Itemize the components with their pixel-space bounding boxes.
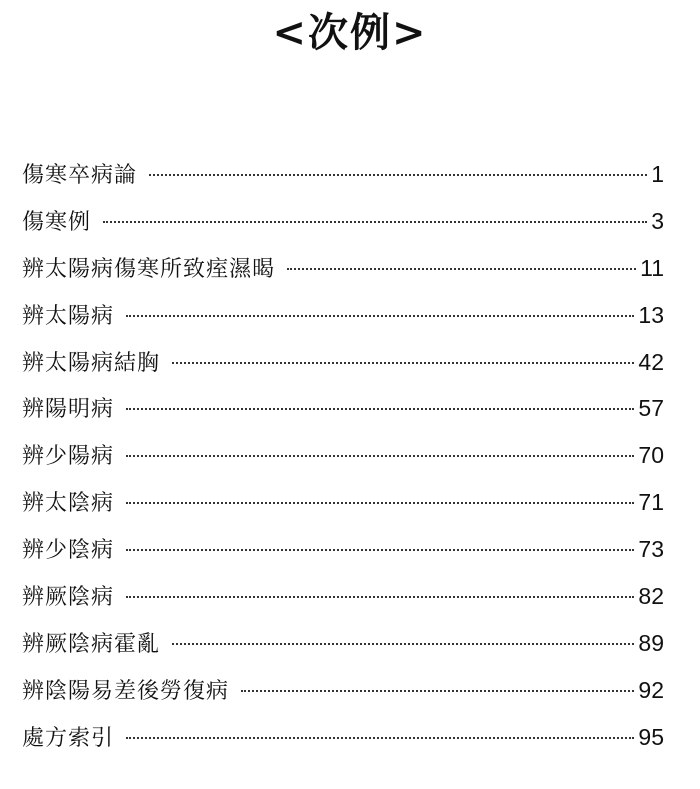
toc-entry-page-number: 57 <box>638 395 664 422</box>
dot-leader <box>126 315 634 317</box>
table-of-contents <box>22 158 664 768</box>
toc-entry-label: 辨陰陽易差後勞復病 <box>22 678 230 704</box>
dot-leader <box>126 549 634 551</box>
toc-entry-page-number: 92 <box>638 676 664 703</box>
toc-entry-page-number: 71 <box>638 489 664 516</box>
dot-leader <box>103 221 647 223</box>
toc-entry[interactable] <box>22 392 664 439</box>
toc-entry[interactable] <box>22 580 664 627</box>
dot-leader <box>126 408 634 410</box>
toc-entry[interactable] <box>22 158 664 205</box>
toc-entry-page-number: 11 <box>640 254 664 281</box>
toc-entry[interactable] <box>22 533 664 580</box>
toc-entry-label: 傷寒卒病論 <box>22 163 138 188</box>
toc-entry-label: 辨厥陰病霍亂 <box>22 631 161 657</box>
dot-leader <box>241 690 634 692</box>
toc-entry-label: 辨少陽病 <box>22 444 115 470</box>
toc-entry[interactable] <box>22 486 664 533</box>
page-title: <次例> <box>272 9 428 56</box>
toc-entry[interactable] <box>22 252 664 299</box>
toc-entry-label: 處方索引 <box>22 725 115 751</box>
toc-entry[interactable] <box>22 205 664 252</box>
toc-entry-label: 辨少陰病 <box>22 538 115 564</box>
dot-leader <box>287 268 636 270</box>
toc-entry[interactable] <box>22 721 664 768</box>
toc-entry[interactable] <box>22 627 664 674</box>
toc-entry-label: 辨厥陰病 <box>22 585 115 611</box>
toc-entry-label: 辨太陰病 <box>22 491 115 517</box>
toc-entry-page-number: 70 <box>638 442 664 469</box>
toc-entry-page-number: 73 <box>638 536 664 563</box>
dot-leader <box>126 737 634 739</box>
toc-entry[interactable] <box>22 674 664 721</box>
dot-leader <box>126 502 634 504</box>
dot-leader <box>172 643 634 645</box>
dot-leader <box>172 362 634 364</box>
toc-entry-label: 傷寒例 <box>22 209 92 235</box>
toc-entry-page-number: 42 <box>638 348 664 375</box>
toc-entry-page-number: 13 <box>638 301 664 328</box>
toc-entry-label: 辨陽明病 <box>22 397 115 423</box>
toc-entry-page-number: 1 <box>651 161 664 187</box>
toc-entry-label: 辨太陽病傷寒所致痓濕暍 <box>22 256 276 282</box>
toc-entry-label: 辨太陽病結胸 <box>22 350 161 376</box>
dot-leader <box>126 596 634 598</box>
toc-entry[interactable] <box>22 439 664 486</box>
toc-entry-label: 辨太陽病 <box>22 303 115 329</box>
toc-entry-page-number: 95 <box>638 723 664 750</box>
toc-entry[interactable] <box>22 346 664 393</box>
toc-entry-page-number: 3 <box>651 207 664 234</box>
toc-entry-page-number: 89 <box>638 629 664 656</box>
toc-entry[interactable] <box>22 299 664 346</box>
dot-leader <box>126 455 634 457</box>
toc-entry-page-number: 82 <box>638 583 664 610</box>
dot-leader <box>149 174 647 176</box>
